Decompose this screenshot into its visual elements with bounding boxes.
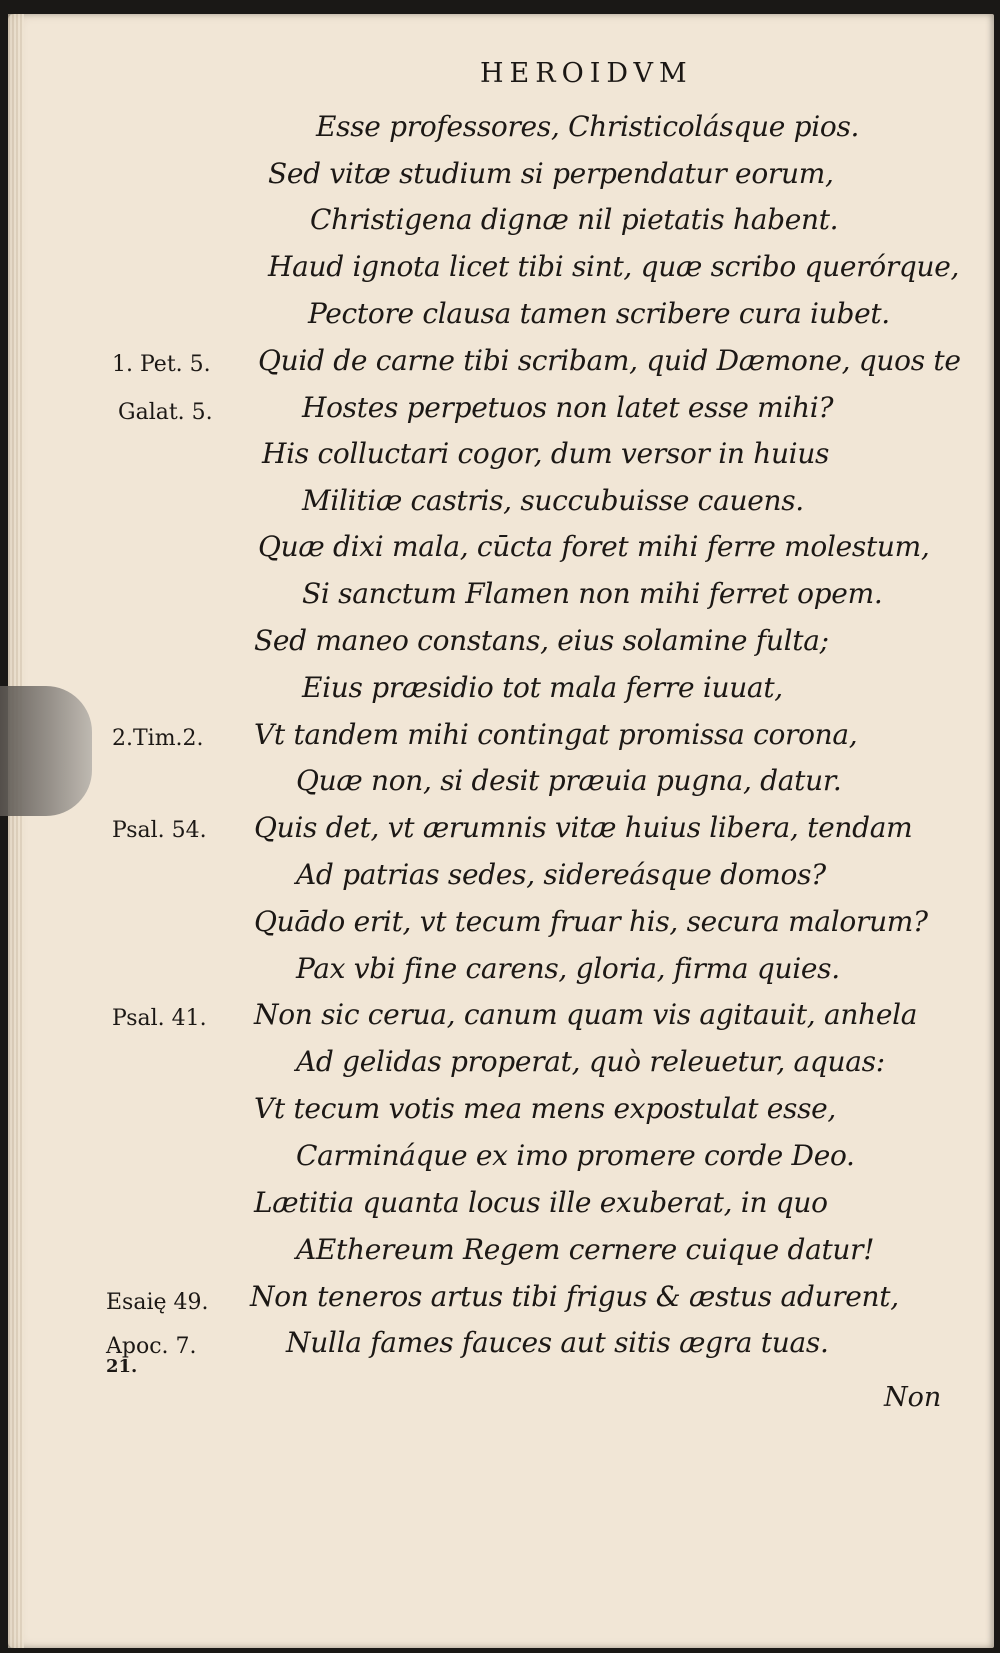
verse-line: Carmináque ex imo promere corde Deo.: [296, 1139, 855, 1172]
verse-line: Non teneros artus tibi frigus & æstus adurent,: [250, 1280, 899, 1313]
verse-line: Eius præsidio tot mala ferre iuuat,: [302, 671, 783, 704]
verse-line: Quæ non, si desit præuia pugna, datur.: [296, 764, 842, 797]
verse-line: Quæ dixi mala, cūcta foret mihi ferre molestum,: [258, 530, 930, 563]
verse-line: Militiæ castris, succubuisse cauens.: [302, 484, 804, 517]
verse-line: Esse professores, Christicolásque pios.: [316, 110, 860, 143]
verse-line: Quādo erit, vt tecum fruar his, secura malorum?: [254, 905, 928, 938]
verse-line: Non sic cerua, canum quam vis agitauit, anhela: [254, 998, 918, 1031]
verse-line: AEthereum Regem cernere cuique datur!: [296, 1233, 875, 1266]
verse-line: Nulla fames fauces aut sitis ægra tuas.: [286, 1326, 829, 1359]
margin-note: Apoc. 7.: [106, 1334, 197, 1359]
verse-line: Quid de carne tibi scribam, quid Dæmone, quos te: [258, 344, 961, 377]
page-clip-tab: [0, 686, 92, 816]
verse-line: Vt tecum votis mea mens expostulat esse,: [254, 1092, 837, 1125]
verse-line: Hostes perpetuos non latet esse mihi?: [302, 391, 834, 424]
verse-line: His colluctari cogor, dum versor in huius: [262, 437, 830, 470]
page-edges: [8, 14, 24, 1648]
verse-line: Pax vbi fine carens, gloria, firma quies.: [296, 952, 840, 985]
verse-line: Haud ignota licet tibi sint, quæ scribo querórque,: [268, 250, 960, 283]
margin-note: Galat. 5.: [118, 400, 213, 425]
verse-line: Christigena dignæ nil pietatis habent.: [310, 203, 839, 236]
margin-note: Psal. 41.: [112, 1006, 207, 1031]
verse-line: Si sanctum Flamen non mihi ferret opem.: [302, 577, 883, 610]
verse-line: Lætitia quanta locus ille exuberat, in quo: [254, 1186, 828, 1219]
running-title: HEROIDVM: [480, 58, 693, 89]
verse-line: Ad gelidas properat, quò releuetur, aquas:: [296, 1045, 885, 1078]
margin-note: Psal. 54.: [112, 818, 207, 843]
verse-line: Sed maneo constans, eius solamine fulta;: [254, 624, 829, 657]
margin-note: 1. Pet. 5.: [112, 352, 211, 377]
margin-note: 2.Tim.2.: [112, 726, 204, 751]
margin-note: Esaię 49.: [106, 1290, 209, 1315]
verse-line: Quis det, vt ærumnis vitæ huius libera, tendam: [254, 811, 913, 844]
verse-line: Ad patrias sedes, sidereásque domos?: [296, 858, 826, 891]
signature-mark: 21.: [106, 1356, 138, 1377]
verse-line: Pectore clausa tamen scribere cura iubet.: [308, 297, 890, 330]
verse-line: Sed vitæ studium si perpendatur eorum,: [268, 157, 834, 190]
verse-line: Vt tandem mihi contingat promissa corona,: [254, 718, 858, 751]
catchword: Non: [884, 1382, 942, 1413]
